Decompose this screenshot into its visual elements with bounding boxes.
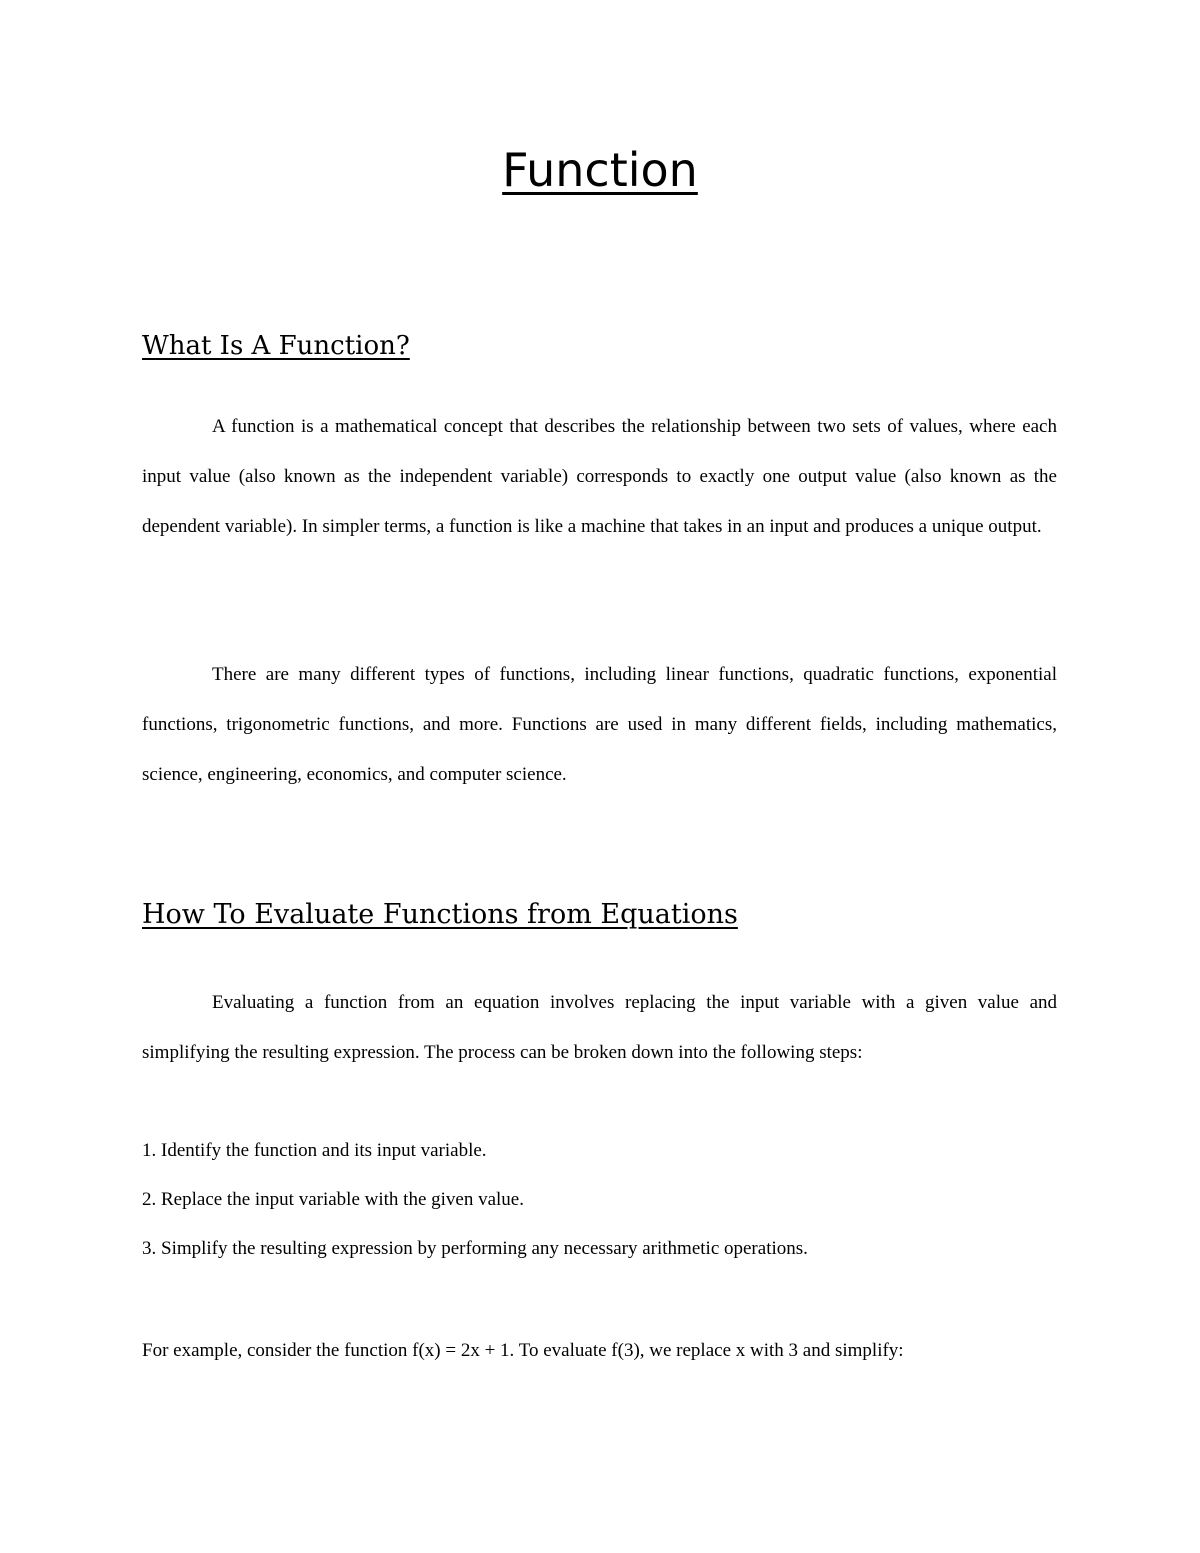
paragraph-function-types: There are many different types of functions, including linear functions, quadratic functions, exponential functions, trigonometric functions, and more. Functions are used in many different fields, including mathematics, science, engineering, economics, and computer science. [142, 664, 1057, 785]
list-item-step-1: 1. Identify the function and its input variable. [142, 1140, 487, 1161]
section-heading-what-is-a-function: What Is A Function? [142, 331, 410, 361]
paragraph-evaluation-intro: Evaluating a function from an equation involves replacing the input variable with a given value and simplifying the resulting expression. The process can be broken down into the following steps: [142, 992, 1057, 1063]
document-title-text: Function [502, 143, 698, 197]
evaluation-steps-list [142, 1126, 808, 1273]
section-heading-evaluate-functions: How To Evaluate Functions from Equations [142, 899, 738, 930]
list-item-step-2: 2. Replace the input variable with the given value. [142, 1189, 524, 1210]
paragraph-function-definition: A function is a mathematical concept that describes the relationship between two sets of values, where each input value (also known as the independent variable) corresponds to exactly one output value (also known as the dependent variable). In simpler terms, a function is like a machine that takes in an input and produces a unique output. [142, 416, 1057, 537]
document-title [0, 140, 1200, 200]
list-item-step-3: 3. Simplify the resulting expression by performing any necessary arithmetic operations. [142, 1238, 808, 1259]
paragraph-example: For example, consider the function f(x) = 2x + 1. To evaluate f(3), we replace x with 3 and simplify: [142, 1340, 904, 1361]
